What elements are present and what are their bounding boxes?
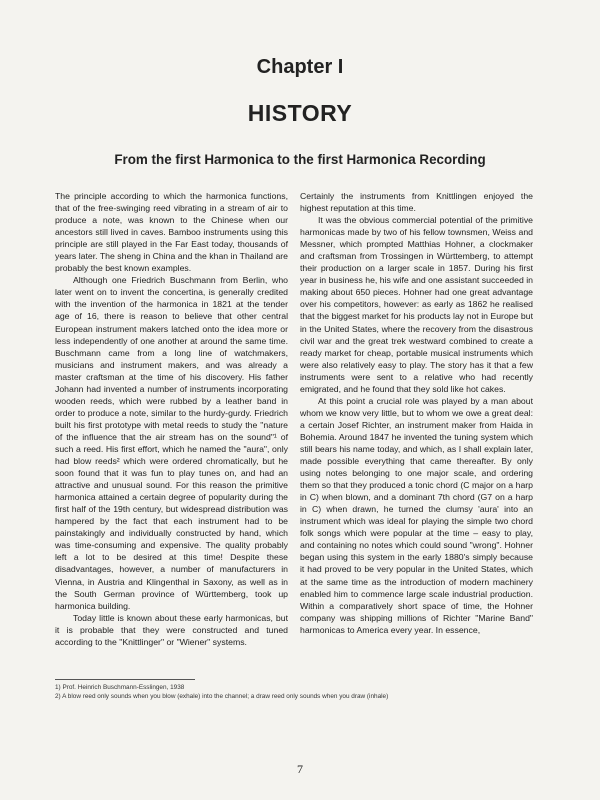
chapter-heading: Chapter I	[256, 56, 344, 78]
page-number: 7	[297, 762, 303, 776]
paragraph: The principle according to which the harmonica functions, that of the free-swinging reed vibrating in a stream of air to produce a note, was known to the Chinese when our ancestors still lived in caves. Bamboo instruments using this principle are still played in the Far East today, thousands of years later. The sheng in China and the khan in Thailand are probably the best known examples.	[55, 191, 288, 274]
paragraph: It was the obvious commercial potential of the primitive harmonicas made by two of his fellow townsmen, Weiss and Messner, which prompted Matthias Hohner, a clockmaker and craftsman from Trossingen in Württemberg, to attempt their production on a larger scale in 1857. During his first year in business he, his wife and one assistant succeeded in making about 650 pieces. Hohner had one great advantage over his competitors, however: as early as 1862 he realised that the biggest market for his products lay not in Europe but in the United States, where the recovery from the disastrous civil war and the great trek westward combined to create a ready market for cheap, portable musical instruments which were also relatively easy to play. The story has it that a few instruments were sent to a relative who had recently emigrated, and he found that they sold like hot cakes.	[300, 215, 533, 394]
right-column	[300, 190, 533, 636]
footnote-divider	[55, 679, 195, 680]
section-subtitle: From the first Harmonica to the first Harmonica Recording	[114, 152, 486, 167]
paragraph: Although one Friedrich Buschmann from Berlin, who later went on to invent the concertina, is generally credited with the invention of the harmonica in 1821 at the tender age of 16, there is reason to believe that other central European instrument makers latched onto the idea more or less independently of one another at around the same time. Buschmann came from a long line of watchmakers, musicians and instrument makers, and was already a master craftsman at the time of his discovery. His father Johann had invented a number of instruments incorporating wooden reeds, which were rubbed by a leather band in order to produce a note, similar to the hurdy-gurdy. Friedrich built his first prototype with metal reeds to study the "nature of the influence that the air stream has on the sound"¹ of such a reed. His first effort, which he named the "aura", only had blow reeds² which were ordered chromatically, but he soon found that it was fun to play tunes on, and had an attractive and unusual sound. For this reason the primitive harmonica attained a certain degree of popularity during the first half of the 19th century, but widespread distribution was hampered by the fact that each instrument had to be painstakingly and individually constructed by hand, which was time-consuming and expensive. The quality probably left a lot to be desired at this time! Despite these disadvantages, however, a number of manufacturers in Vienna, in Austria and Klingenthal in Saxony, as well as in the South German province of Württemberg, took up harmonica building.	[55, 275, 288, 611]
footnotes	[55, 683, 545, 701]
footnote: 2) A blow reed only sounds when you blow (exhale) into the channel; a draw reed only sounds when you draw (inhale)	[55, 693, 389, 700]
paragraph: Certainly the instruments from Knittlingen enjoyed the highest reputation at this time.	[300, 191, 533, 214]
footnote: 1) Prof. Heinrich Buschmann-Esslingen, 1938	[55, 684, 185, 691]
page-title: HISTORY	[247, 100, 353, 126]
paragraph: At this point a crucial role was played by a man about whom we know very little, but to whom we owe a great deal: a certain Josef Richter, an instrument maker from Haida in Bohemia. Around 1847 he invented the tuning system which still bears his name today, and which, as I shall explain later, made possible everything that came thereafter. By only using notes belonging to one major scale, and ordering them so that they produced a tonic chord (C major on a harp in C) when blown, and a dominant 7th chord (G7 on a harp in C) when drawn, he turned the clumsy 'aura' into an instrument which was ideal for playing the simple two chord folk songs which were popular at the time – easy to play, and containing no notes which could sound "wrong". Hohner began using this system in the early 1880's simply because it had proved to be very popular in the United States, which at the same time as the introduction of modern machinery enabled him to commence large scale industrial production. Within a comparatively short space of time, the Hohner company was shipping millions of Richter "Marine Band" harmonicas to America every year. In essence,	[300, 395, 533, 635]
paragraph: Today little is known about these early harmonicas, but it is probable that they were constructed and tuned according to the "Knittlinger" or "Wiener" systems.	[55, 612, 288, 647]
left-column	[55, 190, 288, 648]
